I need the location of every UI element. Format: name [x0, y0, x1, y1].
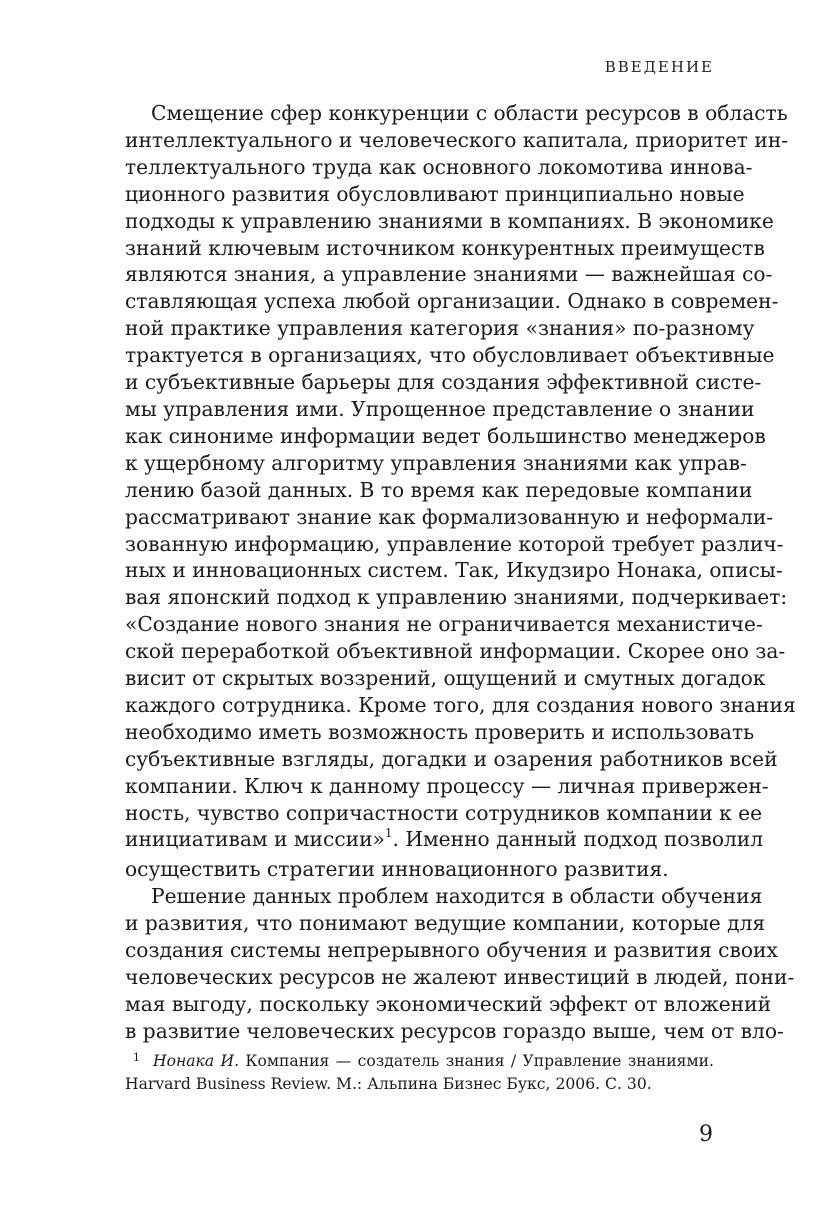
text-line: «Создание нового знания не ограничивается механистиче- — [125, 612, 763, 637]
text-line: каждого сотрудника. Кроме того, для создания нового знания — [125, 692, 796, 717]
footnote — [125, 1050, 714, 1096]
text-line-with-footnote — [125, 826, 764, 856]
text-line: ставляющая успеха любой организации. Однако в современ- — [125, 289, 779, 314]
text-segment: . Именно данный подход позволил — [392, 827, 764, 852]
text-line: мая выгоду, поскольку экономический эффект от вложений — [125, 991, 772, 1016]
main-text — [125, 100, 796, 1045]
footnote-number: 1 — [133, 1051, 140, 1064]
text-segment: инициативам и миссии» — [125, 827, 385, 852]
footnote-marker[interactable]: 1 — [384, 826, 393, 841]
text-line: являются знания, а управление знаниями — важнейшая со- — [125, 262, 773, 287]
text-line: осуществить стратегии инновационного развития. — [125, 857, 669, 882]
text-line: рассматривают знание как формализованную и неформали- — [125, 504, 774, 529]
text-line: ской переработкой объективной информации. Скорее оно за- — [125, 639, 786, 664]
text-line: человеческих ресурсов не жалеют инвестиций в людей, пони- — [125, 965, 795, 989]
text-line: ционного развития обусловливают принципиально новые — [125, 181, 745, 206]
text-line: вая японский подход к управлению знаниями, подчеркивает: — [125, 585, 788, 610]
text-line: и субъективные барьеры для создания эффективной систе- — [125, 370, 762, 395]
page-number: 9 — [699, 1122, 713, 1147]
text-line: компании. Ключ к данному процессу — личная привержен- — [125, 773, 769, 798]
footnote-author: Нонака И. — [153, 1052, 240, 1070]
footnote-text: Компания — создатель знания / Управление знаниями. — [239, 1052, 714, 1070]
text-line: теллектуального труда как основного локомотива иннова- — [125, 154, 753, 179]
text-line: трактуется в организациях, что обусловливает объективные — [125, 343, 775, 368]
text-line: Смещение сфер конкуренции с области ресурсов в область — [151, 101, 788, 125]
text-line: субъективные взгляды, догадки и озарения работников всей — [125, 746, 778, 771]
text-line: и развития, что понимают ведущие компании, которые для — [125, 911, 766, 936]
text-line: ной практике управления категория «знания» по-разному — [125, 316, 755, 341]
footnote-line — [125, 1050, 714, 1073]
text-line: мы управления ими. Упрощенное представление о знании — [125, 396, 755, 421]
text-line: знаний ключевым источником конкурентных преимуществ — [125, 235, 765, 260]
text-line: висит от скрытых воззрений, ощущений и смутных догадок — [125, 666, 766, 691]
text-line: как синониме информации ведет большинство менеджеров — [125, 423, 766, 448]
text-line: в развитие человеческих ресурсов гораздо выше, чем от вло- — [125, 1018, 784, 1043]
text-line: подходы к управлению знаниями в компаниях. В экономике — [125, 208, 774, 233]
footnote-line: Harvard Business Review. М.: Альпина Бизнес Букс, 2006. С. 30. — [125, 1075, 652, 1093]
text-line: ных и инновационных систем. Так, Икудзиро Нонака, описы- — [125, 558, 783, 583]
text-line: создания системы непрерывного обучения и развития своих — [125, 938, 778, 963]
text-line: необходимо иметь возможность проверить и использовать — [125, 719, 755, 744]
text-line: лению базой данных. В то время как передовые компании — [125, 477, 753, 502]
text-line: зованную информацию, управление которой требует различ- — [125, 531, 784, 556]
text-line: к ущербному алгоритму управления знаниями как управ- — [125, 450, 747, 475]
text-line: Решение данных проблем находится в области обучения — [151, 884, 763, 909]
text-line: ность, чувство сопричастности сотрудников компании к ее — [125, 800, 763, 825]
text-line: интеллектуального и человеческого капитала, приоритет ин- — [125, 127, 789, 152]
running-head: ВВЕДЕНИЕ — [604, 58, 714, 76]
